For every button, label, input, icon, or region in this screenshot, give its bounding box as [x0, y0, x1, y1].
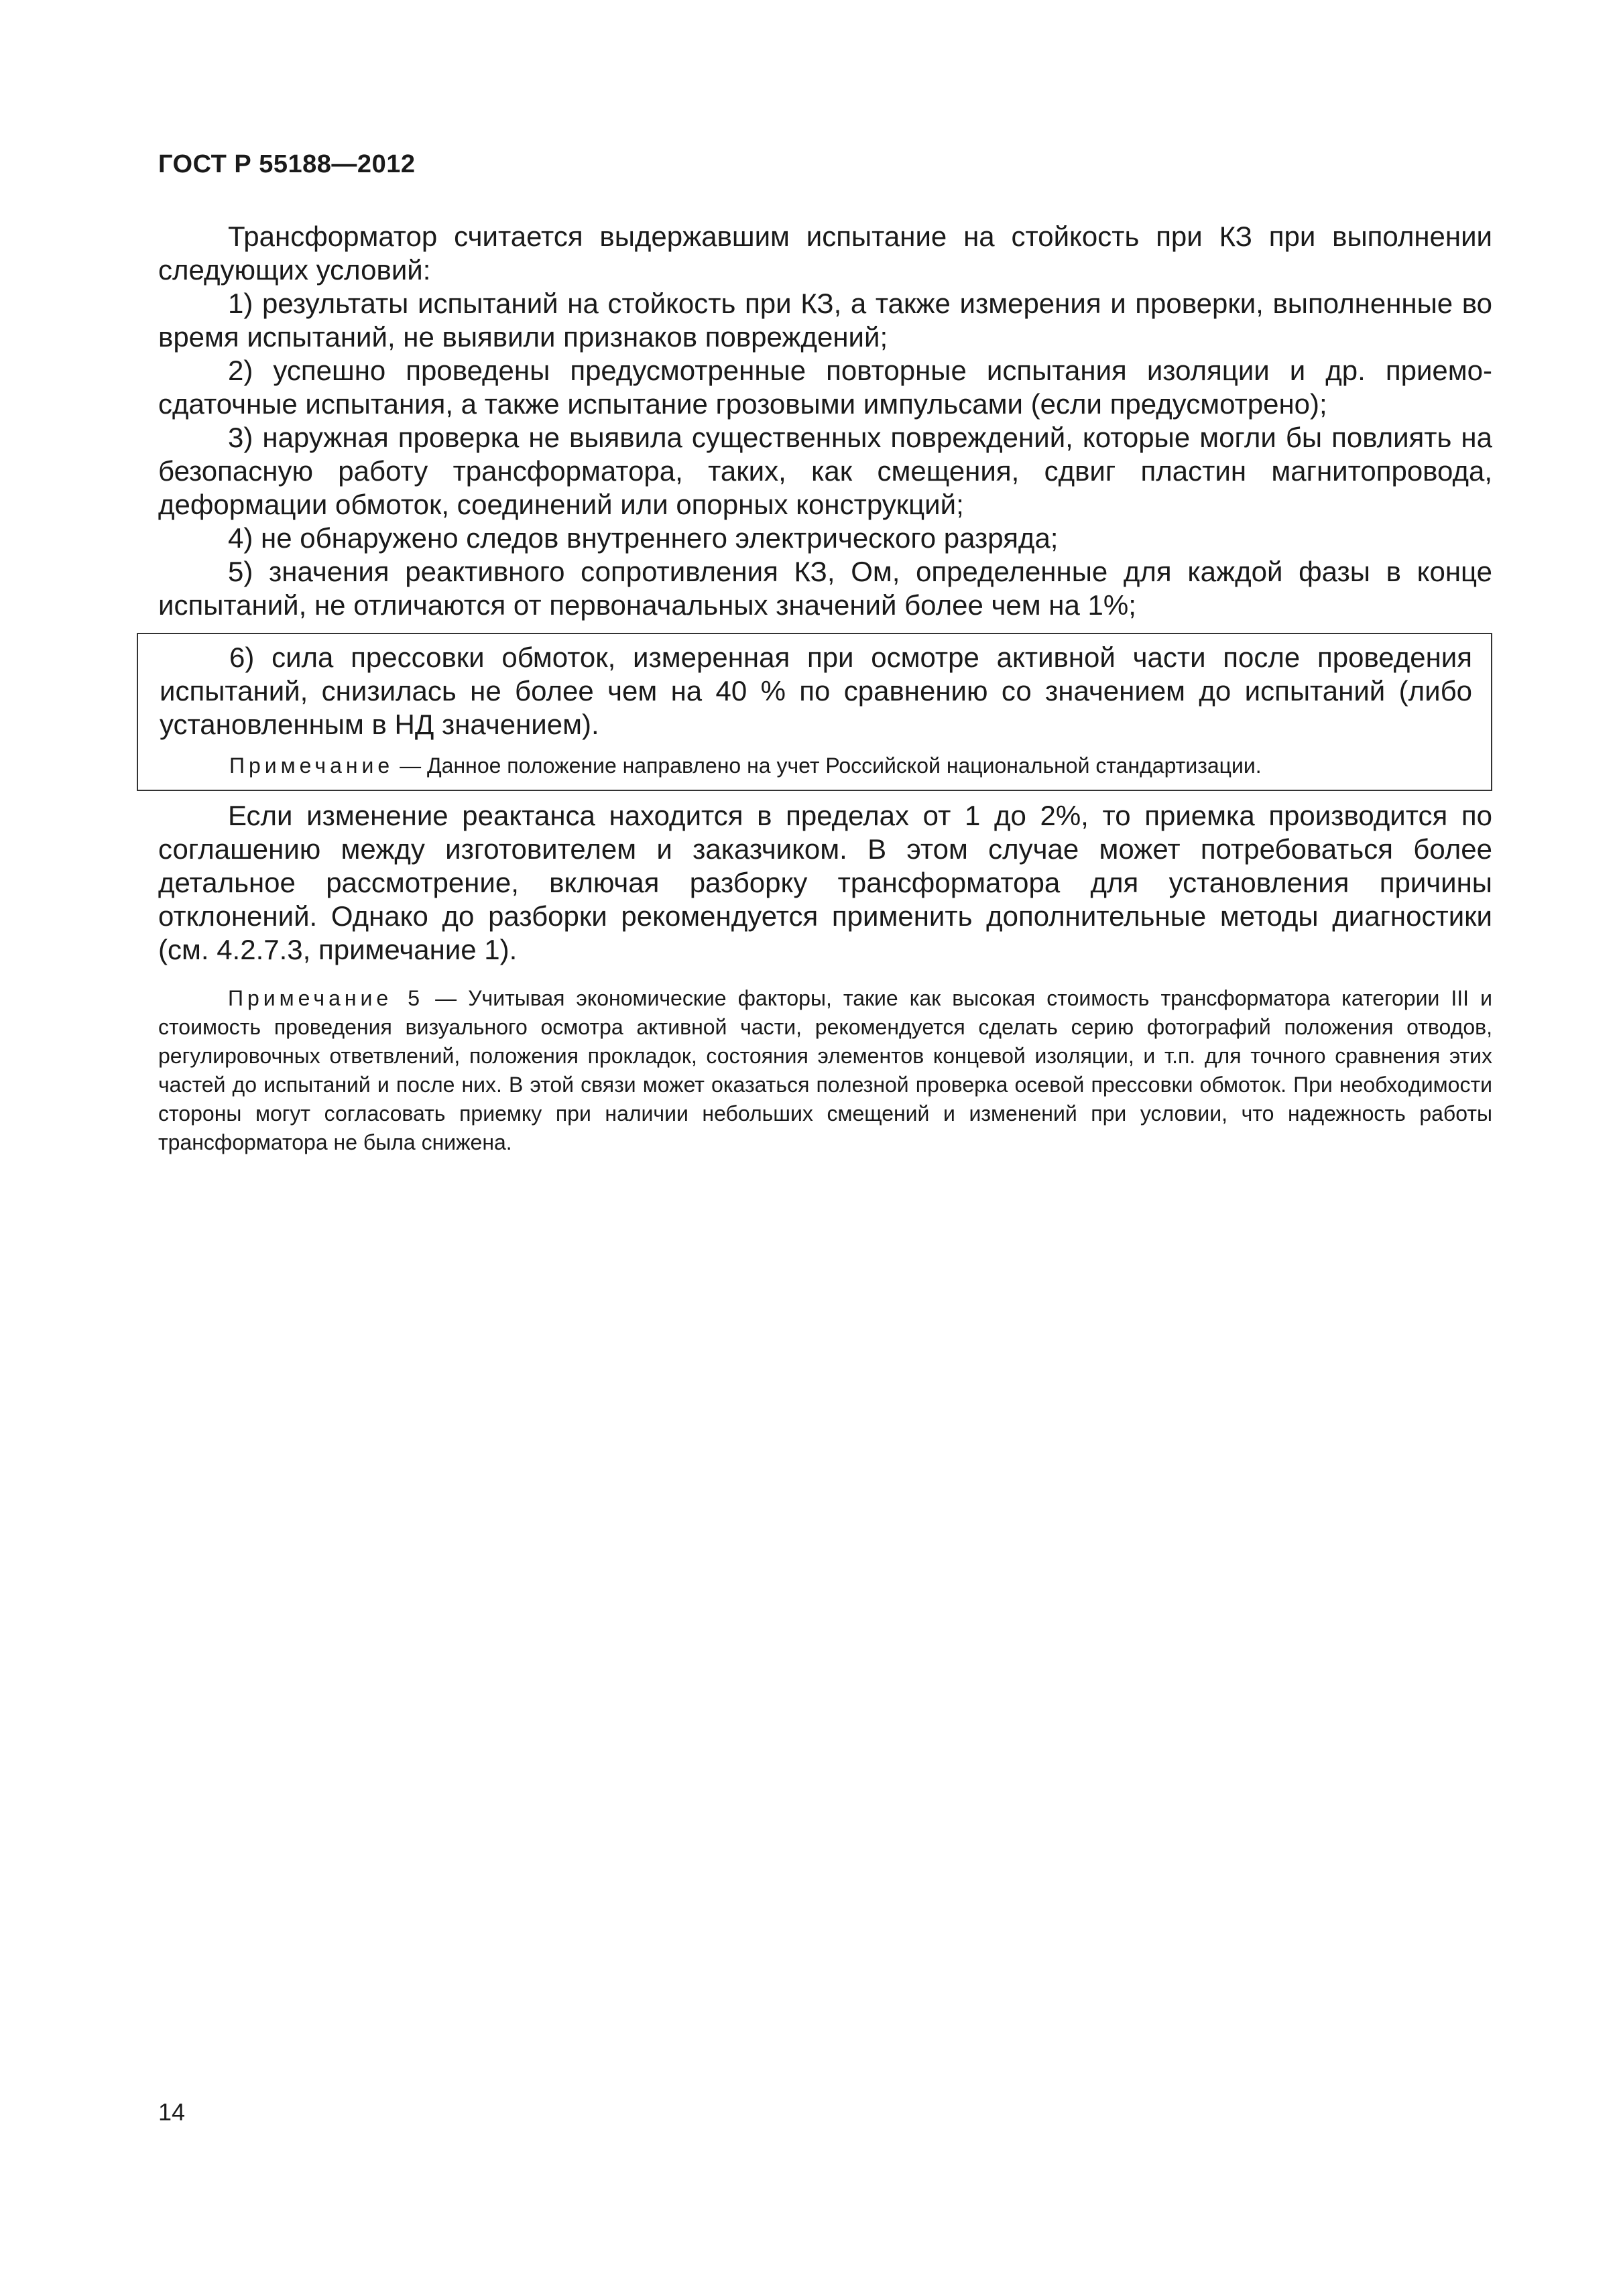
note-5 [158, 984, 1492, 1157]
list-item: 3) наружная проверка не выявила существенных повреждений, которые могли бы повлиять на безопасную работу трансформатора, таких, как смещения, сдвиг пластин магнитопровода, деформации обмоток, соединений или опорных конструкций; [158, 422, 1492, 520]
national-addition-box [137, 633, 1492, 791]
page-number: 14 [158, 2098, 186, 2126]
intro-paragraph: Трансформатор считается выдержавшим испытание на стойкость при КЗ при выполнении следующих условий: [158, 221, 1492, 286]
reactance-paragraph: Если изменение реактанса находится в пределах от 1 до 2%, то приемка производится по соглашению между изготовителем и заказчиком. В этом случае может потребоваться более детальное рассмотрение, включая разборку трансформатора для установления причины отклонений. Однако до разборки рекомендуется применить дополнительные методы диагностики (см. 4.2.7.3, примечание 1). [158, 800, 1492, 965]
note-5-text: — Учитывая экономические факторы, такие как высокая стоимость трансформатора категории III и стоимость проведения визуального осмотра активной части, рекомендуется сделать серию фотографий положения отводов, регулировочных ответвлений, положения прокладок, состояния элементов концевой изоляции, и т.п. для точного сравнения этих частей до испытаний и после них. В этой связи может оказаться полезной проверка осевой прессовки обмоток. При необходимости стороны могут согласовать приемку при наличии небольших смещений и изменений при условии, что надежность работы трансформатора не была снижена. [158, 986, 1493, 1154]
list-item: 2) успешно проведены предусмотренные повторные испытания изоляции и др. приемо-сдаточные испытания, а также испытание грозовыми импульсами (если предусмотрено); [158, 355, 1492, 420]
list-item: 1) результаты испытаний на стойкость при КЗ, а также измерения и проверки, выполненные во время испытаний, не выявили признаков повреждений; [158, 288, 1492, 353]
boxed-note [160, 751, 1472, 780]
document-body [158, 220, 1492, 1157]
note-5-label: Примечание 5 [228, 986, 424, 1010]
document-header: ГОСТ Р 55188—2012 [158, 150, 416, 178]
list-item: 5) значения реактивного сопротивления КЗ, Ом, определенные для каждой фазы в конце испытаний, не отличаются от первоначальных значений более чем на 1%; [158, 556, 1492, 621]
note-label: Примечание [229, 753, 394, 778]
list-item: 4) не обнаружено следов внутреннего электрического разряда; [228, 522, 1059, 554]
boxed-list-item: 6) сила прессовки обмоток, измеренная при осмотре активной части после проведения испытаний, снизилась не более чем на 40 % по сравнению со значением до испытаний (либо установленным в НД значением). [160, 642, 1472, 740]
note-text: — Данное положение направлено на учет Российской национальной стандартизации. [394, 753, 1262, 778]
